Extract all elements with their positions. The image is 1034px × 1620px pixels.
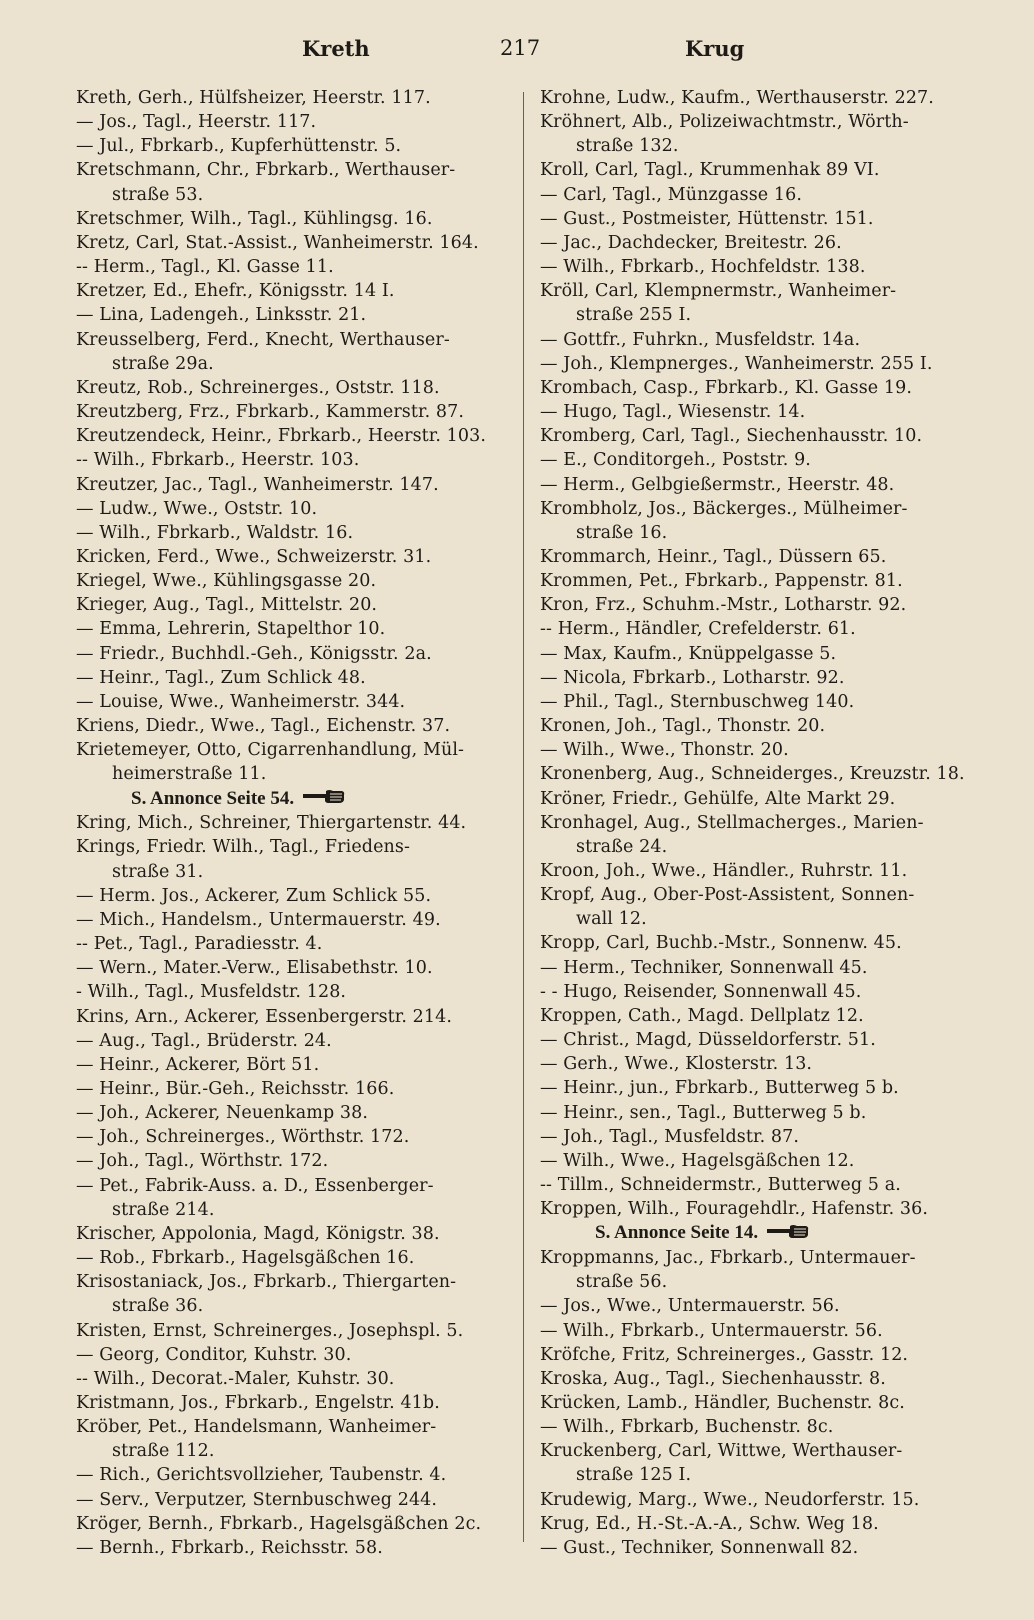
pointing-hand-icon xyxy=(766,1222,810,1246)
directory-entry xyxy=(76,134,508,158)
entry-text: — Joh., Ackerer, Neuenkamp 38. xyxy=(76,1103,369,1124)
entry-text: — Joh., Schreinerges., Wörthstr. 172. xyxy=(76,1127,410,1148)
entry-text: -- Wilh., Decorat.-Maler, Kuhstr. 30. xyxy=(76,1368,395,1389)
entry-text: — Jul., Fbrkarb., Kupferhüttenstr. 5. xyxy=(76,136,402,157)
directory-entry xyxy=(76,110,508,134)
entry-continuation: heimerstraße 11. xyxy=(112,764,267,785)
column-divider xyxy=(523,92,524,1542)
directory-entry xyxy=(76,497,508,521)
directory-entry xyxy=(540,352,982,376)
entry-text: Kröber, Pet., Handelsmann, Wanheimer- xyxy=(76,1417,437,1438)
directory-entry xyxy=(76,1319,508,1343)
entry-text: — Bernh., Fbrkarb., Reichsstr. 58. xyxy=(76,1537,383,1558)
directory-entry xyxy=(540,1319,982,1343)
entry-text: — Wern., Mater.-Verw., Elisabethstr. 10. xyxy=(76,958,433,979)
entry-text: - - Hugo, Reisender, Sonnenwall 45. xyxy=(540,981,862,1002)
entry-text: Kronen, Joh., Tagl., Thonstr. 20. xyxy=(540,716,826,737)
entry-text: — Heinr., Ackerer, Bört 51. xyxy=(76,1054,320,1075)
directory-entry xyxy=(76,738,508,786)
directory-entry xyxy=(76,569,508,593)
entry-text: -- Herm., Tagl., Kl. Gasse 11. xyxy=(76,257,334,278)
entry-text: — Heinr., sen., Tagl., Butterweg 5 b. xyxy=(540,1102,867,1123)
right-column xyxy=(540,86,982,1560)
directory-entry xyxy=(76,1343,508,1367)
directory-entry xyxy=(76,473,508,497)
entry-text: Krommen, Pet., Fbrkarb., Pappenstr. 81. xyxy=(540,571,903,592)
entry-text: — Emma, Lehrerin, Stapelthor 10. xyxy=(76,619,386,640)
entry-text: -- Wilh., Fbrkarb., Heerstr. 103. xyxy=(76,450,360,471)
directory-entry xyxy=(540,617,982,641)
entry-continuation: straße 214. xyxy=(112,1199,215,1220)
directory-entry xyxy=(540,1125,982,1149)
entry-text: — Friedr., Buchhdl.-Geh., Königsstr. 2a. xyxy=(76,643,432,664)
entry-text: — Phil., Tagl., Sternbuschweg 140. xyxy=(540,691,855,712)
header-right-keyword: Krug xyxy=(685,36,745,61)
entry-text: — Rob., Fbrkarb., Hagelsgäßchen 16. xyxy=(76,1248,415,1269)
directory-entry xyxy=(540,1149,982,1173)
entry-text: Kruckenberg, Carl, Wittwe, Werthauser- xyxy=(540,1441,903,1462)
entry-text: -- Tillm., Schneidermstr., Butterweg 5 a. xyxy=(540,1175,901,1196)
entry-text: Kreutzer, Jac., Tagl., Wanheimerstr. 147. xyxy=(76,474,439,495)
directory-entry xyxy=(76,617,508,641)
entry-text: Krohne, Ludw., Kaufm., Werthauserstr. 227. xyxy=(540,88,934,108)
entry-text: — Aug., Tagl., Brüderstr. 24. xyxy=(76,1030,332,1051)
directory-entry xyxy=(76,1512,508,1536)
directory-entry xyxy=(540,931,982,955)
directory-entry xyxy=(76,1536,508,1560)
entry-text: Kröger, Bernh., Fbrkarb., Hagelsgäßchen 2c. xyxy=(76,1513,482,1534)
header-left-keyword: Kreth xyxy=(302,36,370,61)
entry-continuation: straße 24. xyxy=(576,836,668,857)
entry-text: Kroppen, Cath., Magd. Dellplatz 12. xyxy=(540,1005,864,1026)
directory-entry xyxy=(76,1246,508,1270)
entry-text: — Mich., Handelsm., Untermauerstr. 49. xyxy=(76,909,441,930)
entry-text: Kring, Mich., Schreiner, Thiergartenstr. 44. xyxy=(76,813,467,834)
annonce-reference xyxy=(76,787,508,812)
entry-text: Kroll, Carl, Tagl., Krummenhak 89 VI. xyxy=(540,160,880,181)
entry-text: — Wilh., Fbrkarb., Waldstr. 16. xyxy=(76,522,354,543)
entry-text: — Ludw., Wwe., Oststr. 10. xyxy=(76,498,318,519)
entry-text: — Joh., Klempnerges., Wanheimerstr. 255 I. xyxy=(540,353,933,374)
directory-entry xyxy=(76,980,508,1004)
directory-entry xyxy=(76,884,508,908)
directory-entry xyxy=(540,1367,982,1391)
entry-text: Krietemeyer, Otto, Cigarrenhandlung, Mül- xyxy=(76,740,465,761)
directory-entry xyxy=(76,714,508,738)
entry-continuation: straße 125 I. xyxy=(576,1465,692,1486)
directory-entry xyxy=(540,183,982,207)
directory-entry xyxy=(540,400,982,424)
entry-text: — Louise, Wwe., Wanheimerstr. 344. xyxy=(76,691,406,712)
directory-entry xyxy=(540,714,982,738)
directory-entry xyxy=(540,1246,982,1294)
entry-text: Kretzer, Ed., Ehefr., Königsstr. 14 I. xyxy=(76,281,395,302)
directory-entry xyxy=(540,110,982,158)
directory-entry xyxy=(540,1536,982,1560)
entry-continuation: straße 36. xyxy=(112,1296,204,1317)
directory-entry xyxy=(540,883,982,931)
entry-text: Kron, Frz., Schuhm.-Mstr., Lotharstr. 92. xyxy=(540,595,907,616)
directory-entry xyxy=(76,1488,508,1512)
entry-text: — Heinr., Bür.-Geh., Reichsstr. 166. xyxy=(76,1078,395,1099)
entry-text: — Jos., Tagl., Heerstr. 117. xyxy=(76,112,317,133)
entry-text: Kronhagel, Aug., Stellmacherges., Marien- xyxy=(540,812,924,833)
directory-entry xyxy=(540,158,982,182)
entry-text: — Jos., Wwe., Untermauerstr. 56. xyxy=(540,1296,840,1317)
entry-text: Krins, Arn., Ackerer, Essenbergerstr. 214. xyxy=(76,1006,453,1027)
directory-entry xyxy=(540,642,982,666)
entry-text: Kreusselberg, Ferd., Knecht, Werthauser- xyxy=(76,329,450,350)
entry-text: Kricken, Ferd., Wwe., Schweizerstr. 31. xyxy=(76,546,432,567)
directory-entry xyxy=(540,279,982,327)
entry-text: — Herm., Gelbgießermstr., Heerstr. 48. xyxy=(540,474,895,495)
directory-entry xyxy=(540,1488,982,1512)
directory-entry xyxy=(76,1029,508,1053)
directory-entry xyxy=(540,980,982,1004)
entry-text: Kretschmann, Chr., Fbrkarb., Werthauser- xyxy=(76,160,456,181)
entry-text: Kröhnert, Alb., Polizeiwachtmstr., Wörth- xyxy=(540,112,909,133)
entry-text: Kreth, Gerh., Hülfsheizer, Heerstr. 117. xyxy=(76,88,431,108)
entry-text: — Gust., Postmeister, Hüttenstr. 151. xyxy=(540,208,874,229)
page-header xyxy=(70,36,970,76)
directory-entry xyxy=(540,1391,982,1415)
entry-text: Krings, Friedr. Wilh., Tagl., Friedens- xyxy=(76,837,410,858)
entry-text: Krieger, Aug., Tagl., Mittelstr. 20. xyxy=(76,595,378,616)
directory-entry xyxy=(540,1439,982,1487)
directory-entry xyxy=(76,593,508,617)
directory-entry xyxy=(76,545,508,569)
entry-text: — Gerh., Wwe., Klosterstr. 13. xyxy=(540,1054,813,1075)
entry-text: — Jac., Dachdecker, Breitestr. 26. xyxy=(540,232,842,253)
directory-entry xyxy=(76,1005,508,1029)
directory-entry xyxy=(76,1101,508,1125)
directory-entry xyxy=(76,1149,508,1173)
directory-entry xyxy=(76,1053,508,1077)
entry-text: — Gottfr., Fuhrkn., Musfeldstr. 14a. xyxy=(540,329,861,350)
entry-text: Kroska, Aug., Tagl., Siechenhausstr. 8. xyxy=(540,1368,886,1389)
directory-entry xyxy=(540,859,982,883)
directory-entry xyxy=(76,521,508,545)
entry-continuation: straße 132. xyxy=(576,136,679,157)
directory-entry xyxy=(540,1101,982,1125)
entry-text: Kromberg, Carl, Tagl., Siechenhausstr. 10. xyxy=(540,426,923,447)
entry-text: Kroppmanns, Jac., Fbrkarb., Untermauer- xyxy=(540,1248,916,1269)
entry-text: Kristmann, Jos., Fbrkarb., Engelstr. 41b. xyxy=(76,1393,440,1413)
entry-continuation: straße 255 I. xyxy=(576,305,692,326)
directory-entry xyxy=(76,1174,508,1222)
directory-entry xyxy=(76,1463,508,1487)
directory-entry xyxy=(76,158,508,206)
entry-text: Krombach, Casp., Fbrkarb., Kl. Gasse 19. xyxy=(540,377,913,398)
directory-entry xyxy=(540,1028,982,1052)
entry-text: Kriegel, Wwe., Kühlingsgasse 20. xyxy=(76,571,377,592)
entry-text: — Wilh., Wwe., Thonstr. 20. xyxy=(540,740,789,761)
directory-entry xyxy=(540,738,982,762)
entry-text: — Rich., Gerichtsvollzieher, Taubenstr. 4. xyxy=(76,1465,447,1486)
entry-text: — Joh., Tagl., Wörthstr. 172. xyxy=(76,1151,329,1172)
directory-entry xyxy=(76,448,508,472)
entry-continuation: straße 56. xyxy=(576,1272,668,1293)
directory-entry xyxy=(540,255,982,279)
entry-text: Krombholz, Jos., Bäckerges., Mülheimer- xyxy=(540,498,908,519)
entry-text: — Pet., Fabrik-Auss. a. D., Essenberger- xyxy=(76,1175,434,1196)
directory-entry xyxy=(76,1367,508,1391)
directory-entry xyxy=(540,1197,982,1221)
directory-entry xyxy=(540,569,982,593)
pointing-hand-icon xyxy=(302,787,346,811)
entry-text: — Wilh., Wwe., Hagelsgäßchen 12. xyxy=(540,1150,855,1171)
directory-entry xyxy=(76,908,508,932)
directory-entry xyxy=(540,497,982,545)
entry-text: — Herm. Jos., Ackerer, Zum Schlick 55. xyxy=(76,885,432,906)
directory-entry xyxy=(76,642,508,666)
directory-entry xyxy=(540,690,982,714)
directory-entry xyxy=(540,86,982,110)
directory-entry xyxy=(540,1173,982,1197)
directory-entry xyxy=(76,666,508,690)
directory-entry xyxy=(76,207,508,231)
entry-continuation: straße 31. xyxy=(112,861,204,882)
directory-entry xyxy=(76,424,508,448)
directory-entry xyxy=(76,231,508,255)
directory-entry xyxy=(540,593,982,617)
entry-text: — Serv., Verputzer, Sternbuschweg 244. xyxy=(76,1489,438,1510)
entry-text: Kroon, Joh., Wwe., Händler., Ruhrstr. 11. xyxy=(540,861,908,881)
entry-text: - Wilh., Tagl., Musfeldstr. 128. xyxy=(76,982,347,1003)
annonce-reference xyxy=(540,1221,982,1246)
entry-text: — E., Conditorgeh., Poststr. 9. xyxy=(540,450,811,471)
directory-entry xyxy=(76,255,508,279)
directory-entry xyxy=(76,690,508,714)
directory-entry xyxy=(540,328,982,352)
entry-text: Kroppen, Wilh., Fouragehdlr., Hafenstr. 36. xyxy=(540,1199,929,1220)
directory-entry xyxy=(540,1294,982,1318)
directory-entry xyxy=(76,1415,508,1463)
entry-text: Kriens, Diedr., Wwe., Tagl., Eichenstr. 37. xyxy=(76,716,451,737)
entry-text: Krischer, Appolonia, Magd, Königstr. 38. xyxy=(76,1223,440,1244)
directory-entry xyxy=(76,303,508,327)
directory-entry xyxy=(76,1222,508,1246)
directory-entry xyxy=(76,956,508,980)
directory-entry xyxy=(540,207,982,231)
directory-entry xyxy=(76,1391,508,1415)
directory-entry xyxy=(76,400,508,424)
entry-text: — Max, Kaufm., Knüppelgasse 5. xyxy=(540,643,837,664)
entry-text: Kretschmer, Wilh., Tagl., Kühlingsg. 16. xyxy=(76,208,433,229)
directory-entry xyxy=(76,86,508,110)
entry-text: — Christ., Magd, Düsseldorferstr. 51. xyxy=(540,1030,876,1051)
entry-continuation: straße 112. xyxy=(112,1441,215,1462)
entry-continuation: wall 12. xyxy=(576,909,647,930)
entry-text: — Nicola, Fbrkarb., Lotharstr. 92. xyxy=(540,667,845,688)
directory-entry xyxy=(540,1076,982,1100)
entry-text: Kröfche, Fritz, Schreinerges., Gasstr. 12. xyxy=(540,1344,909,1365)
entry-text: — Carl, Tagl., Münzgasse 16. xyxy=(540,184,803,205)
entry-text: Kreutzendeck, Heinr., Fbrkarb., Heerstr. 103. xyxy=(76,426,487,447)
directory-entry xyxy=(540,424,982,448)
entry-text: Krug, Ed., H.-St.-A.-A., Schw. Weg 18. xyxy=(540,1513,879,1534)
entry-text: — Wilh., Fbrkarb., Untermauerstr. 56. xyxy=(540,1320,883,1341)
entry-text: -- Herm., Händler, Crefelderstr. 61. xyxy=(540,619,856,640)
entry-text: — Joh., Tagl., Musfeldstr. 87. xyxy=(540,1126,800,1147)
directory-entry xyxy=(540,666,982,690)
directory-entry xyxy=(540,956,982,980)
entry-text: Krücken, Lamb., Händler, Buchenstr. 8c. xyxy=(540,1393,905,1413)
directory-entry xyxy=(540,231,982,255)
entry-text: — Lina, Ladengeh., Linksstr. 21. xyxy=(76,305,367,326)
entry-text: — Wilh., Fbrkarb, Buchenstr. 8c. xyxy=(540,1417,834,1438)
entry-text: Kreutz, Rob., Schreinerges., Oststr. 118. xyxy=(76,377,440,398)
directory-entry xyxy=(76,1270,508,1318)
entry-text: Krudewig, Marg., Wwe., Neudorferstr. 15. xyxy=(540,1489,920,1510)
entry-text: Krisostaniack, Jos., Fbrkarb., Thiergarten- xyxy=(76,1272,457,1293)
entry-text: — Wilh., Fbrkarb., Hochfeldstr. 138. xyxy=(540,257,866,278)
entry-text: — Hugo, Tagl., Wiesenstr. 14. xyxy=(540,402,806,423)
annonce-text: S. Annonce Seite 54. xyxy=(131,787,295,809)
entry-text: — Heinr., Tagl., Zum Schlick 48. xyxy=(76,667,366,688)
left-column xyxy=(76,86,508,1560)
page-number: 217 xyxy=(500,36,541,60)
entry-text: — Gust., Techniker, Sonnenwall 82. xyxy=(540,1537,859,1558)
directory-entry xyxy=(540,448,982,472)
directory-entry xyxy=(540,473,982,497)
directory-entry xyxy=(540,762,982,786)
entry-text: Krommarch, Heinr., Tagl., Düssern 65. xyxy=(540,546,887,567)
directory-entry xyxy=(540,545,982,569)
entry-continuation: straße 16. xyxy=(576,522,668,543)
entry-text: Kropf, Aug., Ober-Post-Assistent, Sonnen- xyxy=(540,885,915,906)
directory-entry xyxy=(76,376,508,400)
entry-text: Kretz, Carl, Stat.-Assist., Wanheimerstr. 164. xyxy=(76,232,479,253)
entry-text: Kröll, Carl, Klempnermstr., Wanheimer- xyxy=(540,281,897,302)
directory-entry xyxy=(540,1343,982,1367)
directory-entry xyxy=(540,376,982,400)
directory-entry xyxy=(76,932,508,956)
directory-entry xyxy=(540,1512,982,1536)
entry-text: Kronenberg, Aug., Schneiderges., Kreuzstr. 18. xyxy=(540,764,965,785)
directory-entry xyxy=(540,787,982,811)
directory-entry xyxy=(76,328,508,376)
directory-entry xyxy=(76,1125,508,1149)
entry-text: -- Pet., Tagl., Paradiesstr. 4. xyxy=(76,934,323,955)
directory-entry xyxy=(76,1077,508,1101)
directory-entry xyxy=(76,279,508,303)
entry-continuation: straße 53. xyxy=(112,184,204,205)
entry-text: Kreutzberg, Frz., Fbrkarb., Kammerstr. 87. xyxy=(76,402,465,423)
directory-entry xyxy=(76,835,508,883)
entry-text: Kristen, Ernst, Schreinerges., Josephspl. 5. xyxy=(76,1320,464,1341)
annonce-text: S. Annonce Seite 14. xyxy=(595,1222,759,1244)
directory-entry xyxy=(540,1004,982,1028)
directory-entry xyxy=(540,811,982,859)
entry-text: Kröner, Friedr., Gehülfe, Alte Markt 29. xyxy=(540,788,896,809)
entry-text: — Georg, Conditor, Kuhstr. 30. xyxy=(76,1344,352,1365)
entry-text: — Heinr., jun., Fbrkarb., Butterweg 5 b. xyxy=(540,1078,899,1099)
entry-continuation: straße 29a. xyxy=(112,353,214,374)
entry-text: Kropp, Carl, Buchb.-Mstr., Sonnenw. 45. xyxy=(540,933,902,954)
directory-entry xyxy=(540,1415,982,1439)
entry-text: — Herm., Techniker, Sonnenwall 45. xyxy=(540,957,868,978)
directory-entry xyxy=(76,811,508,835)
directory-entry xyxy=(540,1052,982,1076)
